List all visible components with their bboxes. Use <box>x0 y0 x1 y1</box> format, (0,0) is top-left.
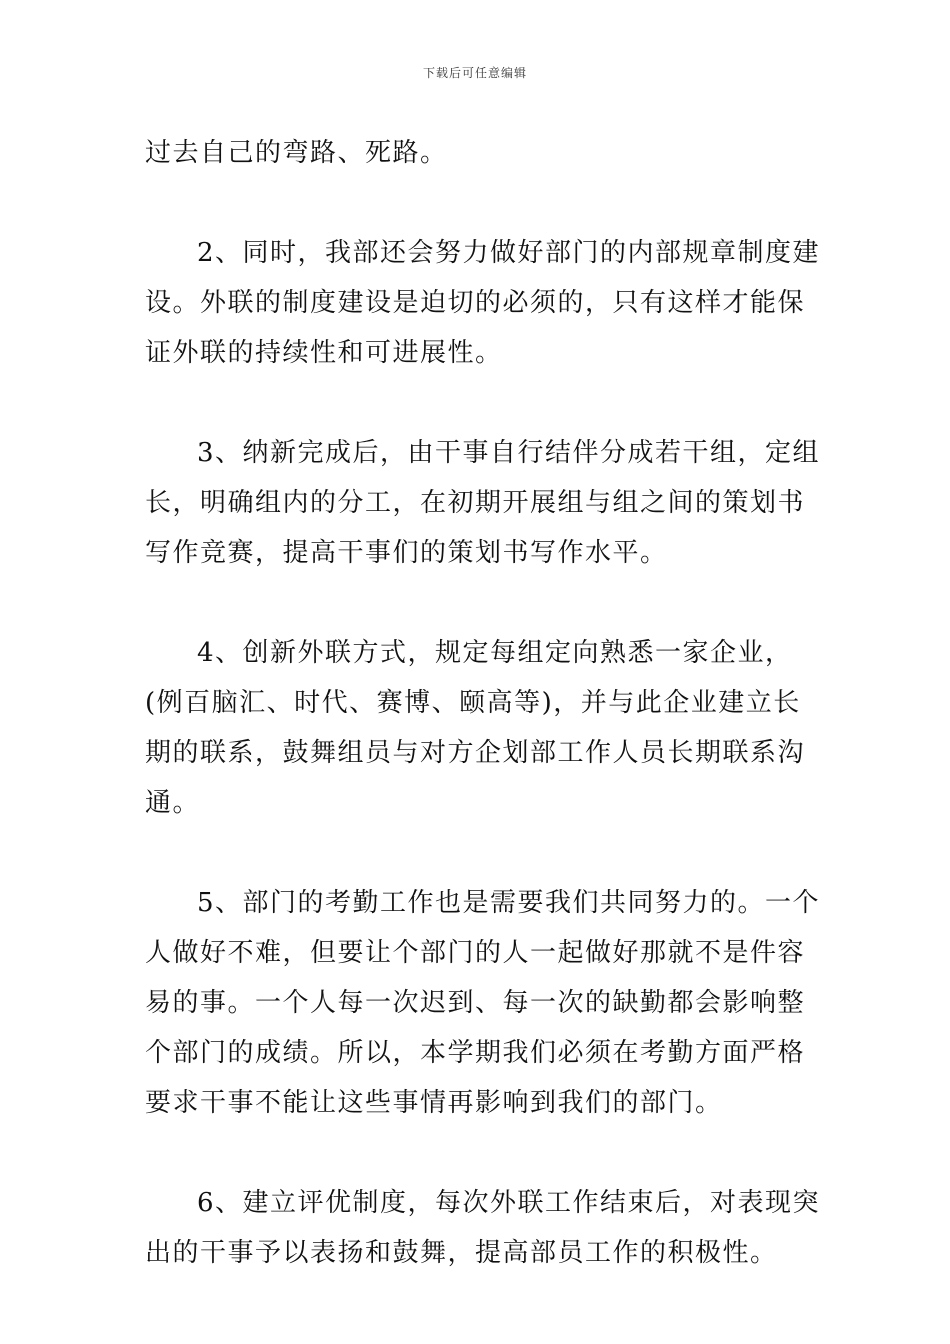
document-body <box>145 128 825 1278</box>
paragraph-item-3: 3、纳新完成后，由干事自行结伴分成若干组，定组长，明确组内的分工，在初期开展组与组之间的策划书写作竞赛，提高干事们的策划书写作水平。 <box>145 438 821 568</box>
paragraph-gap <box>145 828 825 878</box>
paragraph-gap <box>145 178 825 228</box>
paragraph-continuation: 过去自己的弯路、死路。 <box>145 138 448 168</box>
paragraph-item-6: 6、建立评优制度，每次外联工作结束后，对表现突出的干事予以表扬和鼓舞，提高部员工作的积极性。 <box>145 1188 821 1268</box>
paragraph-item-4: 4、创新外联方式，规定每组定向熟悉一家企业，(例百脑汇、时代、赛博、颐高等)，并与此企业建立长期的联系，鼓舞组员与对方企划部工作人员长期联系沟通。 <box>145 638 806 818</box>
paragraph-item-5: 5、部门的考勤工作也是需要我们共同努力的。一个人做好不难，但要让个部门的人一起做好那就不是件容易的事。一个人每一次迟到、每一次的缺勤都会影响整个部门的成绩。所以，本学期我们必须在考勤方面严格要求干事不能让这些事情再影响到我们的部门。 <box>145 888 821 1118</box>
paragraph-gap <box>145 378 825 428</box>
paragraph-item-2: 2、同时，我部还会努力做好部门的内部规章制度建设。外联的制度建设是迫切的必须的，只有这样才能保证外联的持续性和可进展性。 <box>145 238 821 368</box>
paragraph-gap <box>145 578 825 628</box>
paragraph-gap <box>145 1128 825 1178</box>
page-header: 下载后可任意编辑 <box>422 66 527 80</box>
